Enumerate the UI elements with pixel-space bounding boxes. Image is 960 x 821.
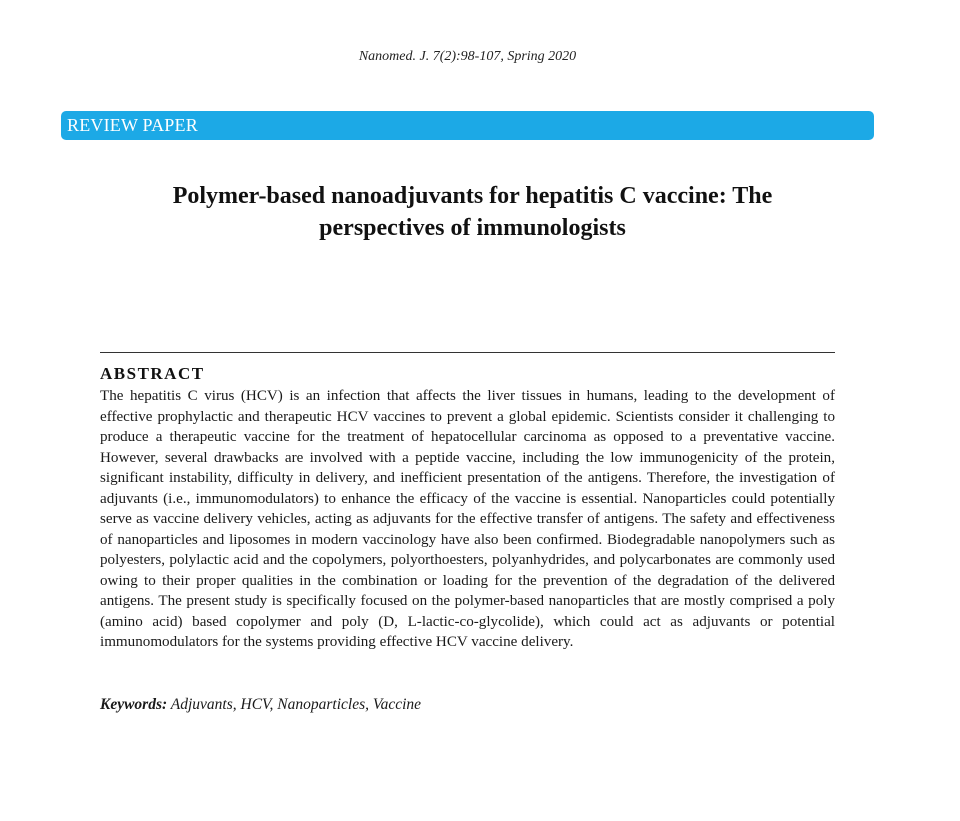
keywords-label: Keywords: <box>100 696 168 713</box>
article-type-label: REVIEW PAPER <box>67 115 198 135</box>
article-title: Polymer-based nanoadjuvants for hepatitis C vaccine: The perspectives of immunologists <box>172 183 773 241</box>
section-divider <box>100 352 835 353</box>
journal-reference: Nanomed. J. 7(2):98-107, Spring 2020 <box>358 49 577 64</box>
abstract-body: The hepatitis C virus (HCV) is an infection that affects the liver tissues in humans, leading to the development of effective prophylactic and therapeutic HCV vaccines to prevent a global epidemic. Scientists consider it challenging to produce a therapeutic vaccine for the treatment of hepatocellular carcinoma as opposed to a preventative vaccine. However, several drawbacks are involved with a peptide vaccine, including the low immunogenicity of the protein, significant instability, difficulty in delivery, and inefficient presentation of the antigens. Therefore, the investigation of adjuvants (i.e., immunomodulators) to enhance the efficacy of the vaccine is essential. Nanoparticles could potentially serve as vaccine delivery vehicles, acting as adjuvants for the effective transfer of antigens. The safety and effectiveness of nanoparticles and liposomes in modern vaccinology have also been confirmed. Biodegradable nanopolymers such as polyesters, polylactic acid and the copolymers, polyorthoesters, polyanhydrides, and polycarbonates are commonly used owing to their proper qualities in the combination or loading for the prevention of the degradation of the delivered antigens. The present study is specifically focused on the polymer-based nanoparticles that are mostly comprised a poly (amino acid) based copolymer and poly (D, L-lactic-co-glycolide), which could act as adjuvants or potential immunomodulators for the systems providing effective HCV vaccine delivery. <box>100 388 835 650</box>
abstract-heading: ABSTRACT <box>100 364 205 383</box>
keywords-line <box>100 696 835 714</box>
keywords-list: Adjuvants, HCV, Nanoparticles, Vaccine <box>170 696 422 713</box>
article-type-banner <box>61 111 874 140</box>
